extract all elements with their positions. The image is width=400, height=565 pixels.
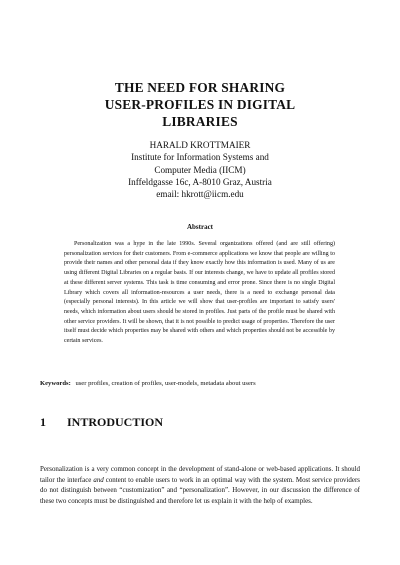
author-email: email: hkrott@iicm.edu xyxy=(156,189,244,200)
title-line-3: LIBRARIES xyxy=(162,114,238,129)
keywords-label: Keywords: xyxy=(40,380,71,387)
paper-title xyxy=(40,79,360,130)
author-affiliation-line-1: Institute for Information Systems and xyxy=(131,152,269,163)
author-affiliation-line-2: Computer Media (IICM) xyxy=(154,164,246,175)
author-address: Inffeldgasse 16c, A-8010 Graz, Austria xyxy=(128,176,272,187)
title-line-1: THE NEED FOR SHARING xyxy=(114,80,286,95)
intro-emphasis: and xyxy=(93,475,104,484)
abstract-body xyxy=(64,240,335,347)
keywords-text: user profiles, creation of profiles, user-models, metadata about users xyxy=(75,380,256,387)
title-line-2: USER-PROFILES IN DIGITAL xyxy=(104,97,296,112)
intro-text-part-2: content to enable users to work in an optimal way with the system. Most service providers do not distinguish between “customization” and “personalization”. However, in our discussion the difference of these two concepts must be distinguished and therefore let us explain it with the help of examples. xyxy=(40,475,360,505)
introduction-body xyxy=(40,464,360,506)
section-title: INTRODUCTION xyxy=(67,415,164,429)
section-number: 1 xyxy=(40,415,46,429)
abstract-heading: Abstract xyxy=(186,223,214,231)
author-name: HARALD KROTTMAIER xyxy=(149,140,251,150)
keywords-line xyxy=(40,379,370,388)
introduction-paragraph xyxy=(40,464,360,506)
abstract-text: Personalization was a hype in the late 1990s. Several organizations offered (and are still offering) personalization services for their customers. From e-commerce applications we know that people are willing to provide their names and other personal data if they know exactly how this information is used. Many of us are using different Digital Libraries on a regular basis. If our interests change, we have to update all profiles stored at these different server systems. This task is time consuming and error prone. Since there is no single Digital Library which covers all information-resources a user needs, there is a need to exchange personal data (especially personal interests). In this article we will show that user-profiles are important to satisfy users' needs, which information about users should be stored in profiles. Just parts of the profile must be shared with other service providers. It will be shown, that it is not possible to predict usage of properties. Therefore the user itself must decide which properties may be shared with others and which properties should not be accessible by certain services. xyxy=(64,241,335,345)
intro-text-part-1: Personalization is a very common concept in the development of stand-alone or web-based applications. It should tailor the interface xyxy=(40,465,360,484)
section-heading xyxy=(40,415,360,429)
author-block xyxy=(40,139,360,200)
